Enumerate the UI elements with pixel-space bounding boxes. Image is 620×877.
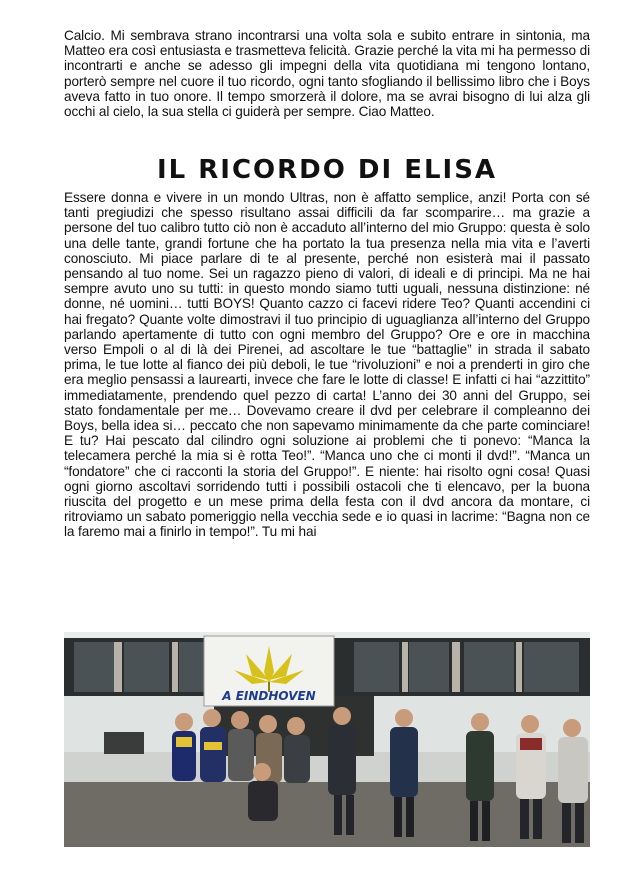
group-photo-illustration [64, 632, 590, 847]
group-photo [64, 632, 590, 847]
ground [64, 782, 590, 847]
section-heading: IL RICORDO DI ELISA [156, 155, 498, 185]
banner-text: A EINDHOVEN [222, 689, 316, 703]
banner [204, 636, 334, 706]
intro-text: Calcio. Mi sembrava strano incontrarsi una volta sola e subito entrare in sintonia, ma Matteo era così entusiasta e trasmetteva felicità. Grazie perché la vita mi ha permesso di incontrarti e anche se adesso gli impegni della vita quotidiana mi tengono lontano, porterò sempre nel cuore il tuo ricordo, ogni tanto sfogliando il bellissimo libro che i Boys aveva fatto in tuo onore. Il tempo smorzerà il dolore, ma se avrai bisogno di lui alza gli occhi al cielo, la sua stella ci guiderà per sempre. Ciao Matteo. [64, 28, 590, 120]
body-text: Essere donna e vivere in un mondo Ultras, non è affatto semplice, anzi! Porta con sé tanti pregiudizi che spesso risultano assai difficili da far scomparire… ma grazie a persone del tuo calibro tutto ciò non è accaduto all’interno del mio Gruppo: questa è solo una delle tante, grandi fortune che ha portato la tua presenza nella mia vita e l’averti conosciuto. Mi piace parlare di te al presente, perché non esisterà mai il passato pensando al tuo nome. Sei un ragazzo pieno di valori, di ideali e di principi. Ma ne hai sempre avuto uno su tutti: in questo mondo siamo tutti uguali, nessuna distinzione: né donne, né uomini… tutti BOYS! Quanto cazzo ci facevi ridere Teo? Quanti accendini ci hai fregato? Quante volte dimostravi il tuo principio di uguaglianza all’interno del Gruppo parlando apertamente di tutto con ogni membro del Gruppo? Ore e ore in macchina verso Empoli o al di là dei Pirenei, ad ascoltare le tue “battaglie” in strada il sabato prima, le tue lotte al fianco dei più deboli, le tue “rivoluzioni” e noi a prenderti in giro che era meglio pensassi a laurearti, invece che fare le lotte di classe! E infatti ci hai “azzittito” immediatamente, prendendo quel pezzo di carta! L’anno dei 30 anni del Gruppo, sei stato fondamentale per me… Dovevamo creare il dvd per celebrare il compleanno dei Boys, bella idea si… peccato che non sapevamo minimamente da che parte cominciare! E tu? Hai pescato dal cilindro ogni soluzione ai problemi che ti ponevo: “Manca la telecamera perché la mia si è rotta Teo!”. “Manca uno che ci monti il dvd!”. “Manca un “fondatore” che ci racconti la storia del Gruppo!”. E niente: hai risolto ogni cosa! Quasi ogni giorno ascoltavi sorridendo tutti i possibili ostacoli che ti elencavo, per la buona riuscita del progetto e un mese prima della festa con il dvd ancora da montare, ci ritroviamo un sabato pomeriggio nella vecchia sede e io quasi in lacrime: “Bagna non ce la faremo mai a finirlo in tempo!”. Tu mi hai [64, 190, 590, 540]
intro-paragraph [64, 28, 590, 119]
body-paragraph [64, 190, 590, 630]
